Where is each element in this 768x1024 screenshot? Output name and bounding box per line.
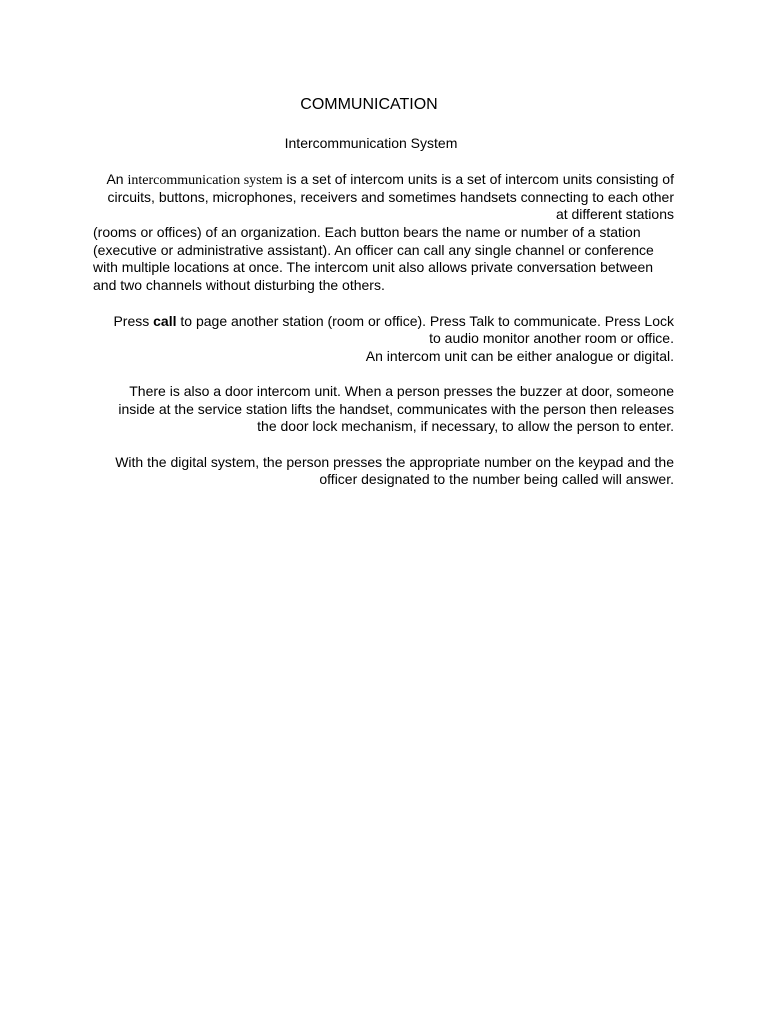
paragraph-line: circuits, buttons, microphones, receivers and sometimes handsets connecting to each other <box>107 189 674 205</box>
paragraph-line: officer designated to the number being called will answer. <box>319 471 674 487</box>
paragraph-line <box>113 312 674 330</box>
call-term: call <box>153 313 177 329</box>
paragraph-line: inside at the service station lifts the handset, communicates with the person then releases <box>118 401 674 417</box>
text-span: Press <box>113 313 154 329</box>
paragraph-line: With the digital system, the person presses the appropriate number on the keypad and the <box>115 454 674 470</box>
paragraph-line: An intercom unit can be either analogue or digital. <box>365 348 674 364</box>
paragraph-line: at different stations <box>555 206 674 222</box>
text-span: An <box>106 171 128 187</box>
paragraph-line: the door lock mechanism, if necessary, to allow the person to enter. <box>257 418 674 434</box>
page-subtitle: Intercommunication System <box>284 135 458 151</box>
paragraph-line: to audio monitor another room or office. <box>429 330 674 346</box>
paragraph-line: and two channels without disturbing the others. <box>93 277 385 293</box>
paragraph-line: (rooms or offices) of an organization. Each button bears the name or number of a station <box>93 224 641 240</box>
paragraph-line: (executive or administrative assistant). An officer can call any single channel or conference <box>93 242 654 258</box>
paragraph-line: There is also a door intercom unit. When a person presses the buzzer at door, someone <box>129 383 674 399</box>
paragraph-line <box>106 170 674 190</box>
term-intercommunication-system: intercommunication system <box>127 173 283 188</box>
paragraph-line: with multiple locations at once. The intercom unit also allows private conversation between <box>93 259 654 275</box>
text-span: to page another station (room or office). Press Talk to communicate. Press Lock <box>176 313 674 329</box>
page-title: COMMUNICATION <box>300 96 438 113</box>
text-span: is a set of intercom units is a set of intercom units consisting of <box>282 171 674 187</box>
